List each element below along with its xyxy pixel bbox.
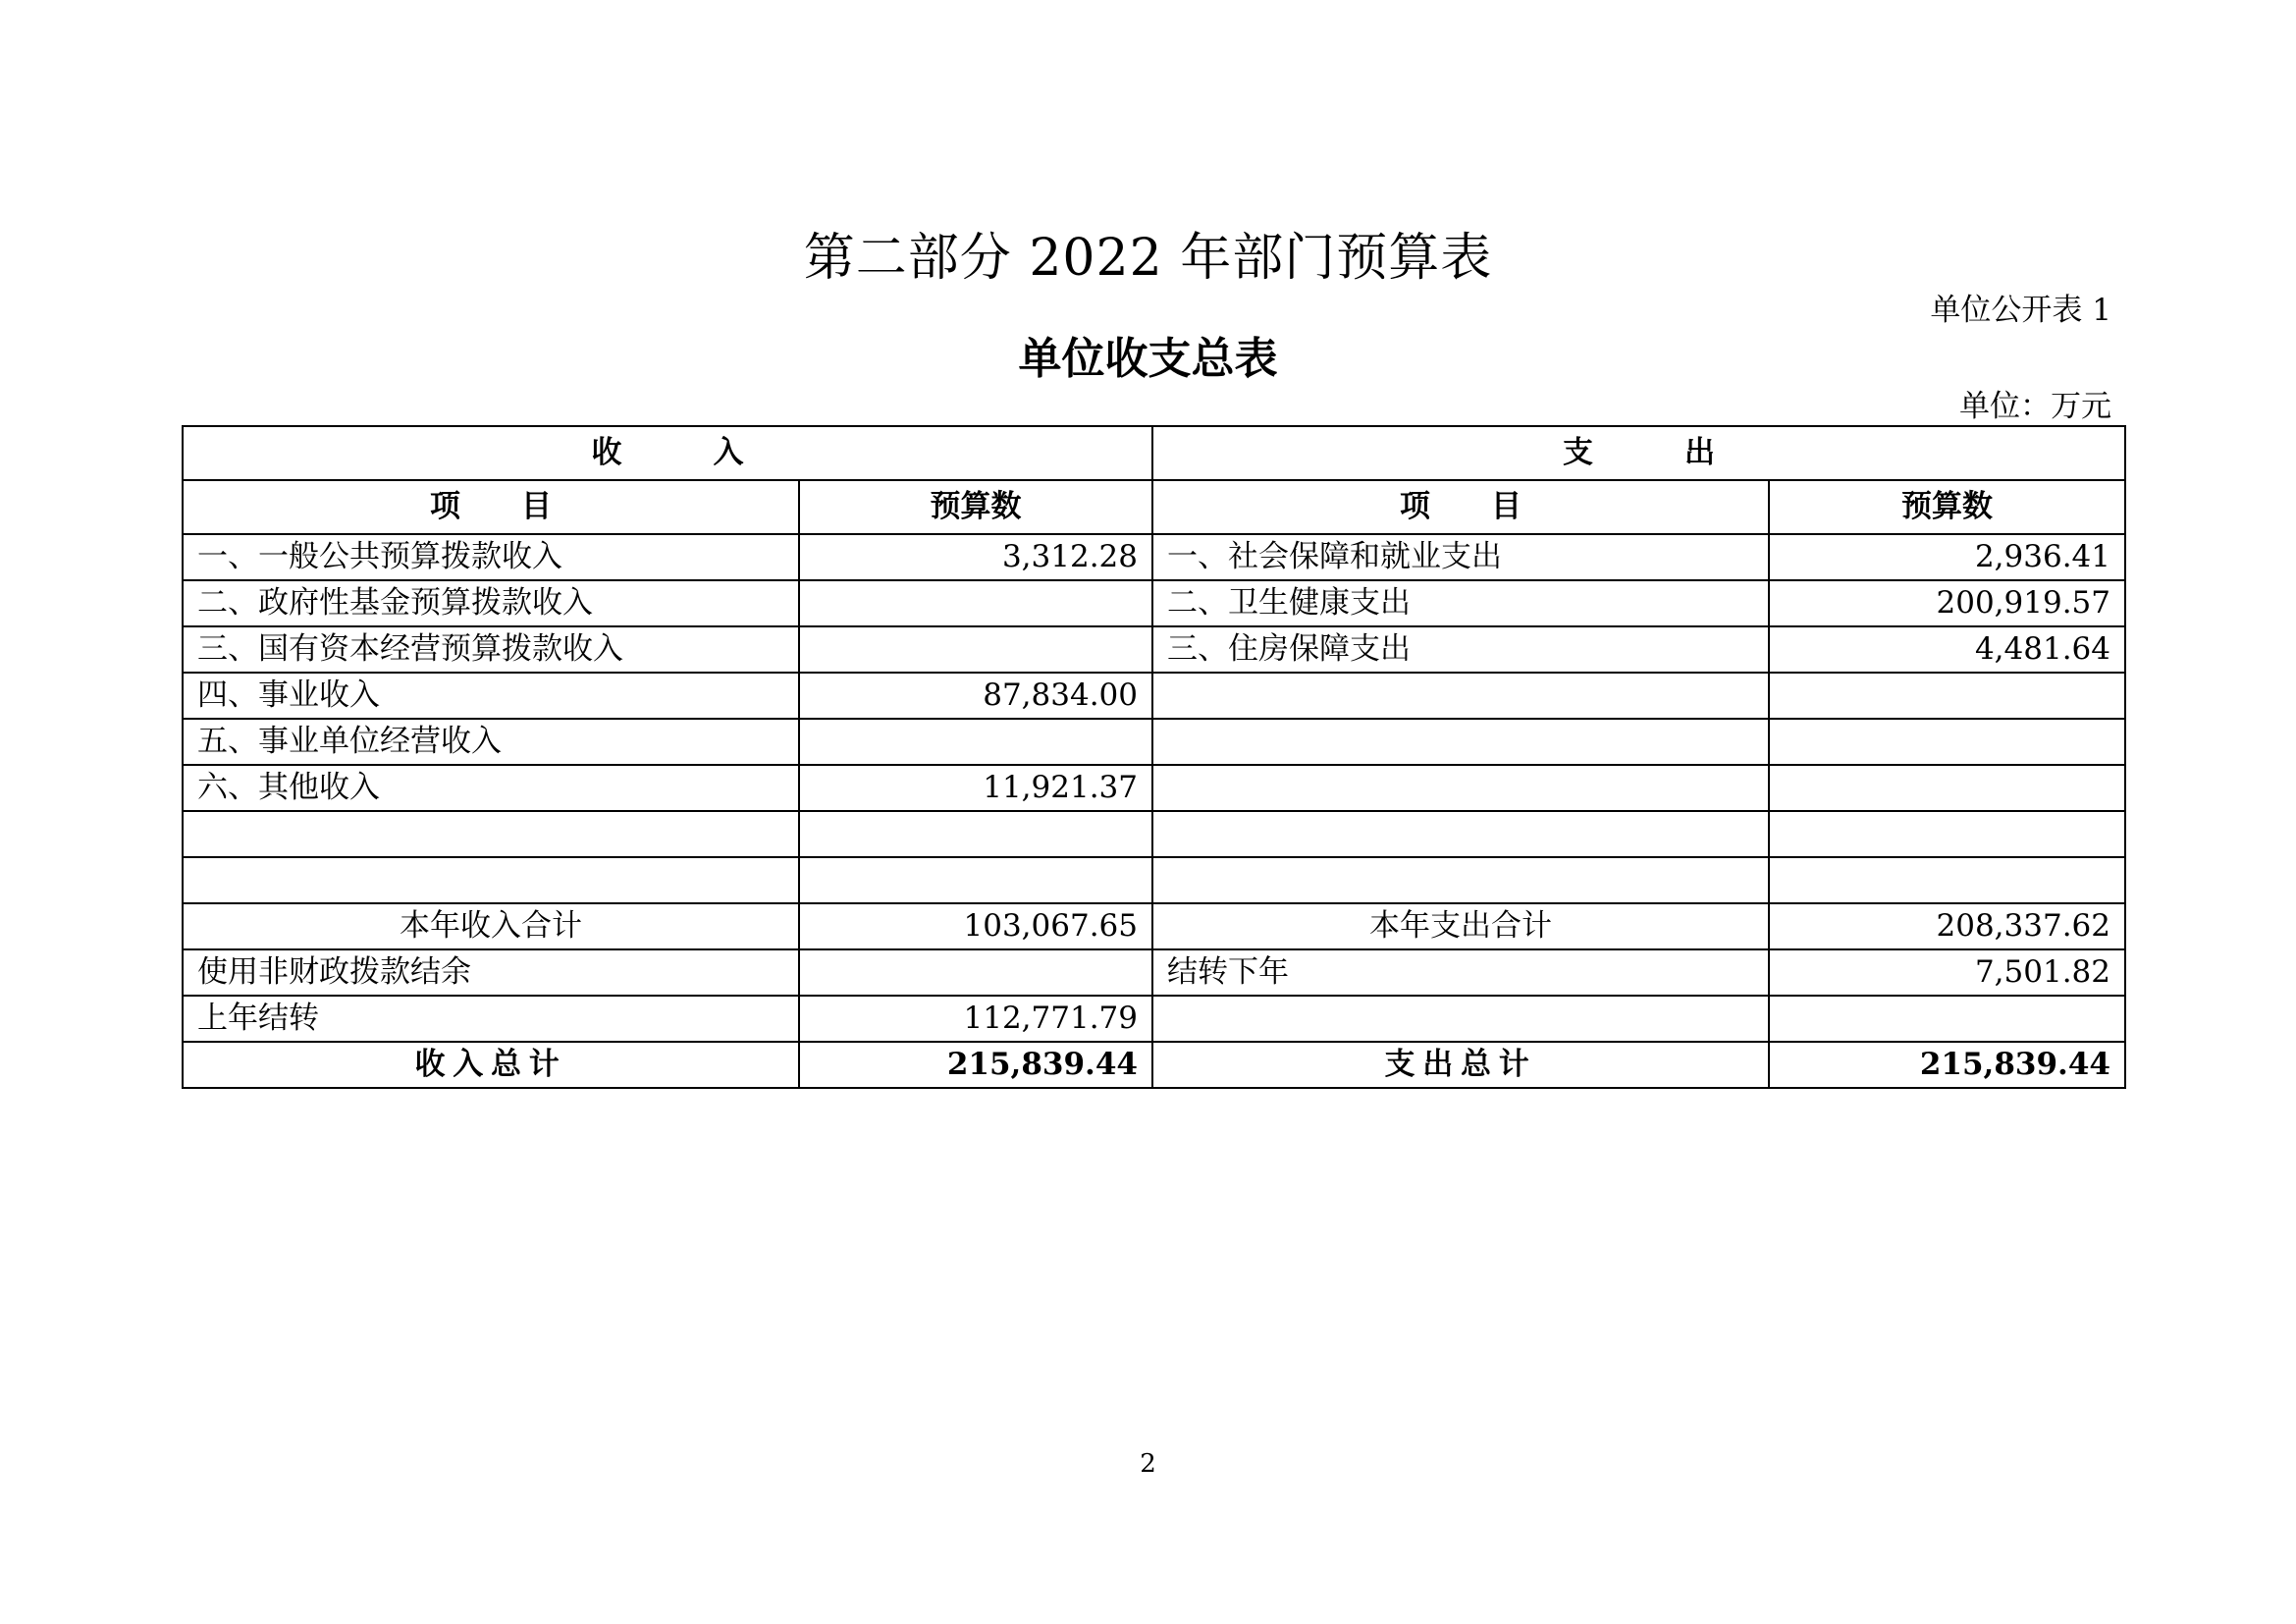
table-row	[183, 673, 2125, 719]
expense-grand-total-amount: 215,839.44	[1769, 1042, 2125, 1088]
income-amount-cell	[799, 857, 1152, 903]
income-amount-cell: 112,771.79	[799, 996, 1152, 1042]
expense-amount-cell	[1769, 811, 2125, 857]
expense-grand-total-label: 支出总计	[1152, 1042, 1769, 1088]
expense-item-column-header: 项 目	[1152, 480, 1769, 534]
income-amount-cell: 3,312.28	[799, 534, 1152, 580]
expense-section-header: 支 出	[1152, 426, 2125, 480]
income-amount-cell	[799, 626, 1152, 673]
expense-year-total-amount: 208,337.62	[1769, 903, 2125, 949]
table-title: 单位收支总表	[1018, 334, 1278, 384]
income-amount-cell	[799, 949, 1152, 996]
expense-item-cell	[1152, 765, 1769, 811]
table-row	[183, 949, 2125, 996]
income-item-cell: 三、国有资本经营预算拨款收入	[183, 626, 799, 673]
table-row	[183, 626, 2125, 673]
table-row	[183, 765, 2125, 811]
expense-item-cell: 二、卫生健康支出	[1152, 580, 1769, 626]
budget-table	[182, 425, 2126, 1089]
income-item-cell: 五、事业单位经营收入	[183, 719, 799, 765]
expense-item-cell: 结转下年	[1152, 949, 1769, 996]
expense-amount-cell: 200,919.57	[1769, 580, 2125, 626]
table-row	[183, 719, 2125, 765]
year-total-row	[183, 903, 2125, 949]
expense-item-cell	[1152, 996, 1769, 1042]
expense-amount-cell	[1769, 673, 2125, 719]
table-code-label: 单位公开表 1	[1930, 293, 2111, 328]
expense-amount-cell	[1769, 857, 2125, 903]
expense-year-total-label: 本年支出合计	[1152, 903, 1769, 949]
income-amount-cell	[799, 811, 1152, 857]
page-number: 2	[1140, 1449, 1156, 1479]
column-header-row	[183, 480, 2125, 534]
section-header-row	[183, 426, 2125, 480]
expense-item-cell	[1152, 673, 1769, 719]
grand-total-row	[183, 1042, 2125, 1088]
expense-amount-cell: 4,481.64	[1769, 626, 2125, 673]
income-amount-column-header: 预算数	[799, 480, 1152, 534]
expense-amount-cell	[1769, 719, 2125, 765]
income-item-column-header: 项 目	[183, 480, 799, 534]
expense-amount-column-header: 预算数	[1769, 480, 2125, 534]
income-item-cell: 二、政府性基金预算拨款收入	[183, 580, 799, 626]
expense-amount-cell	[1769, 996, 2125, 1042]
income-amount-cell	[799, 719, 1152, 765]
income-item-cell: 四、事业收入	[183, 673, 799, 719]
income-grand-total-label: 收入总计	[183, 1042, 799, 1088]
income-item-cell: 使用非财政拨款结余	[183, 949, 799, 996]
income-item-cell	[183, 811, 799, 857]
expense-amount-cell	[1769, 765, 2125, 811]
table-row	[183, 534, 2125, 580]
expense-item-cell: 三、住房保障支出	[1152, 626, 1769, 673]
expense-amount-cell: 2,936.41	[1769, 534, 2125, 580]
expense-amount-cell: 7,501.82	[1769, 949, 2125, 996]
table-row	[183, 996, 2125, 1042]
income-item-cell: 一、一般公共预算拨款收入	[183, 534, 799, 580]
expense-item-cell	[1152, 719, 1769, 765]
income-section-header: 收 入	[183, 426, 1152, 480]
income-amount-cell	[799, 580, 1152, 626]
expense-item-cell	[1152, 811, 1769, 857]
expense-item-cell: 一、社会保障和就业支出	[1152, 534, 1769, 580]
table-row	[183, 857, 2125, 903]
income-amount-cell: 87,834.00	[799, 673, 1152, 719]
table-row	[183, 811, 2125, 857]
income-amount-cell: 11,921.37	[799, 765, 1152, 811]
income-year-total-amount: 103,067.65	[799, 903, 1152, 949]
income-year-total-label: 本年收入合计	[183, 903, 799, 949]
page-title: 第二部分 2022 年部门预算表	[803, 229, 1493, 288]
income-item-cell: 六、其他收入	[183, 765, 799, 811]
expense-item-cell	[1152, 857, 1769, 903]
income-grand-total-amount: 215,839.44	[799, 1042, 1152, 1088]
income-item-cell: 上年结转	[183, 996, 799, 1042]
unit-label: 单位：万元	[1959, 389, 2111, 424]
income-item-cell	[183, 857, 799, 903]
table-row	[183, 580, 2125, 626]
